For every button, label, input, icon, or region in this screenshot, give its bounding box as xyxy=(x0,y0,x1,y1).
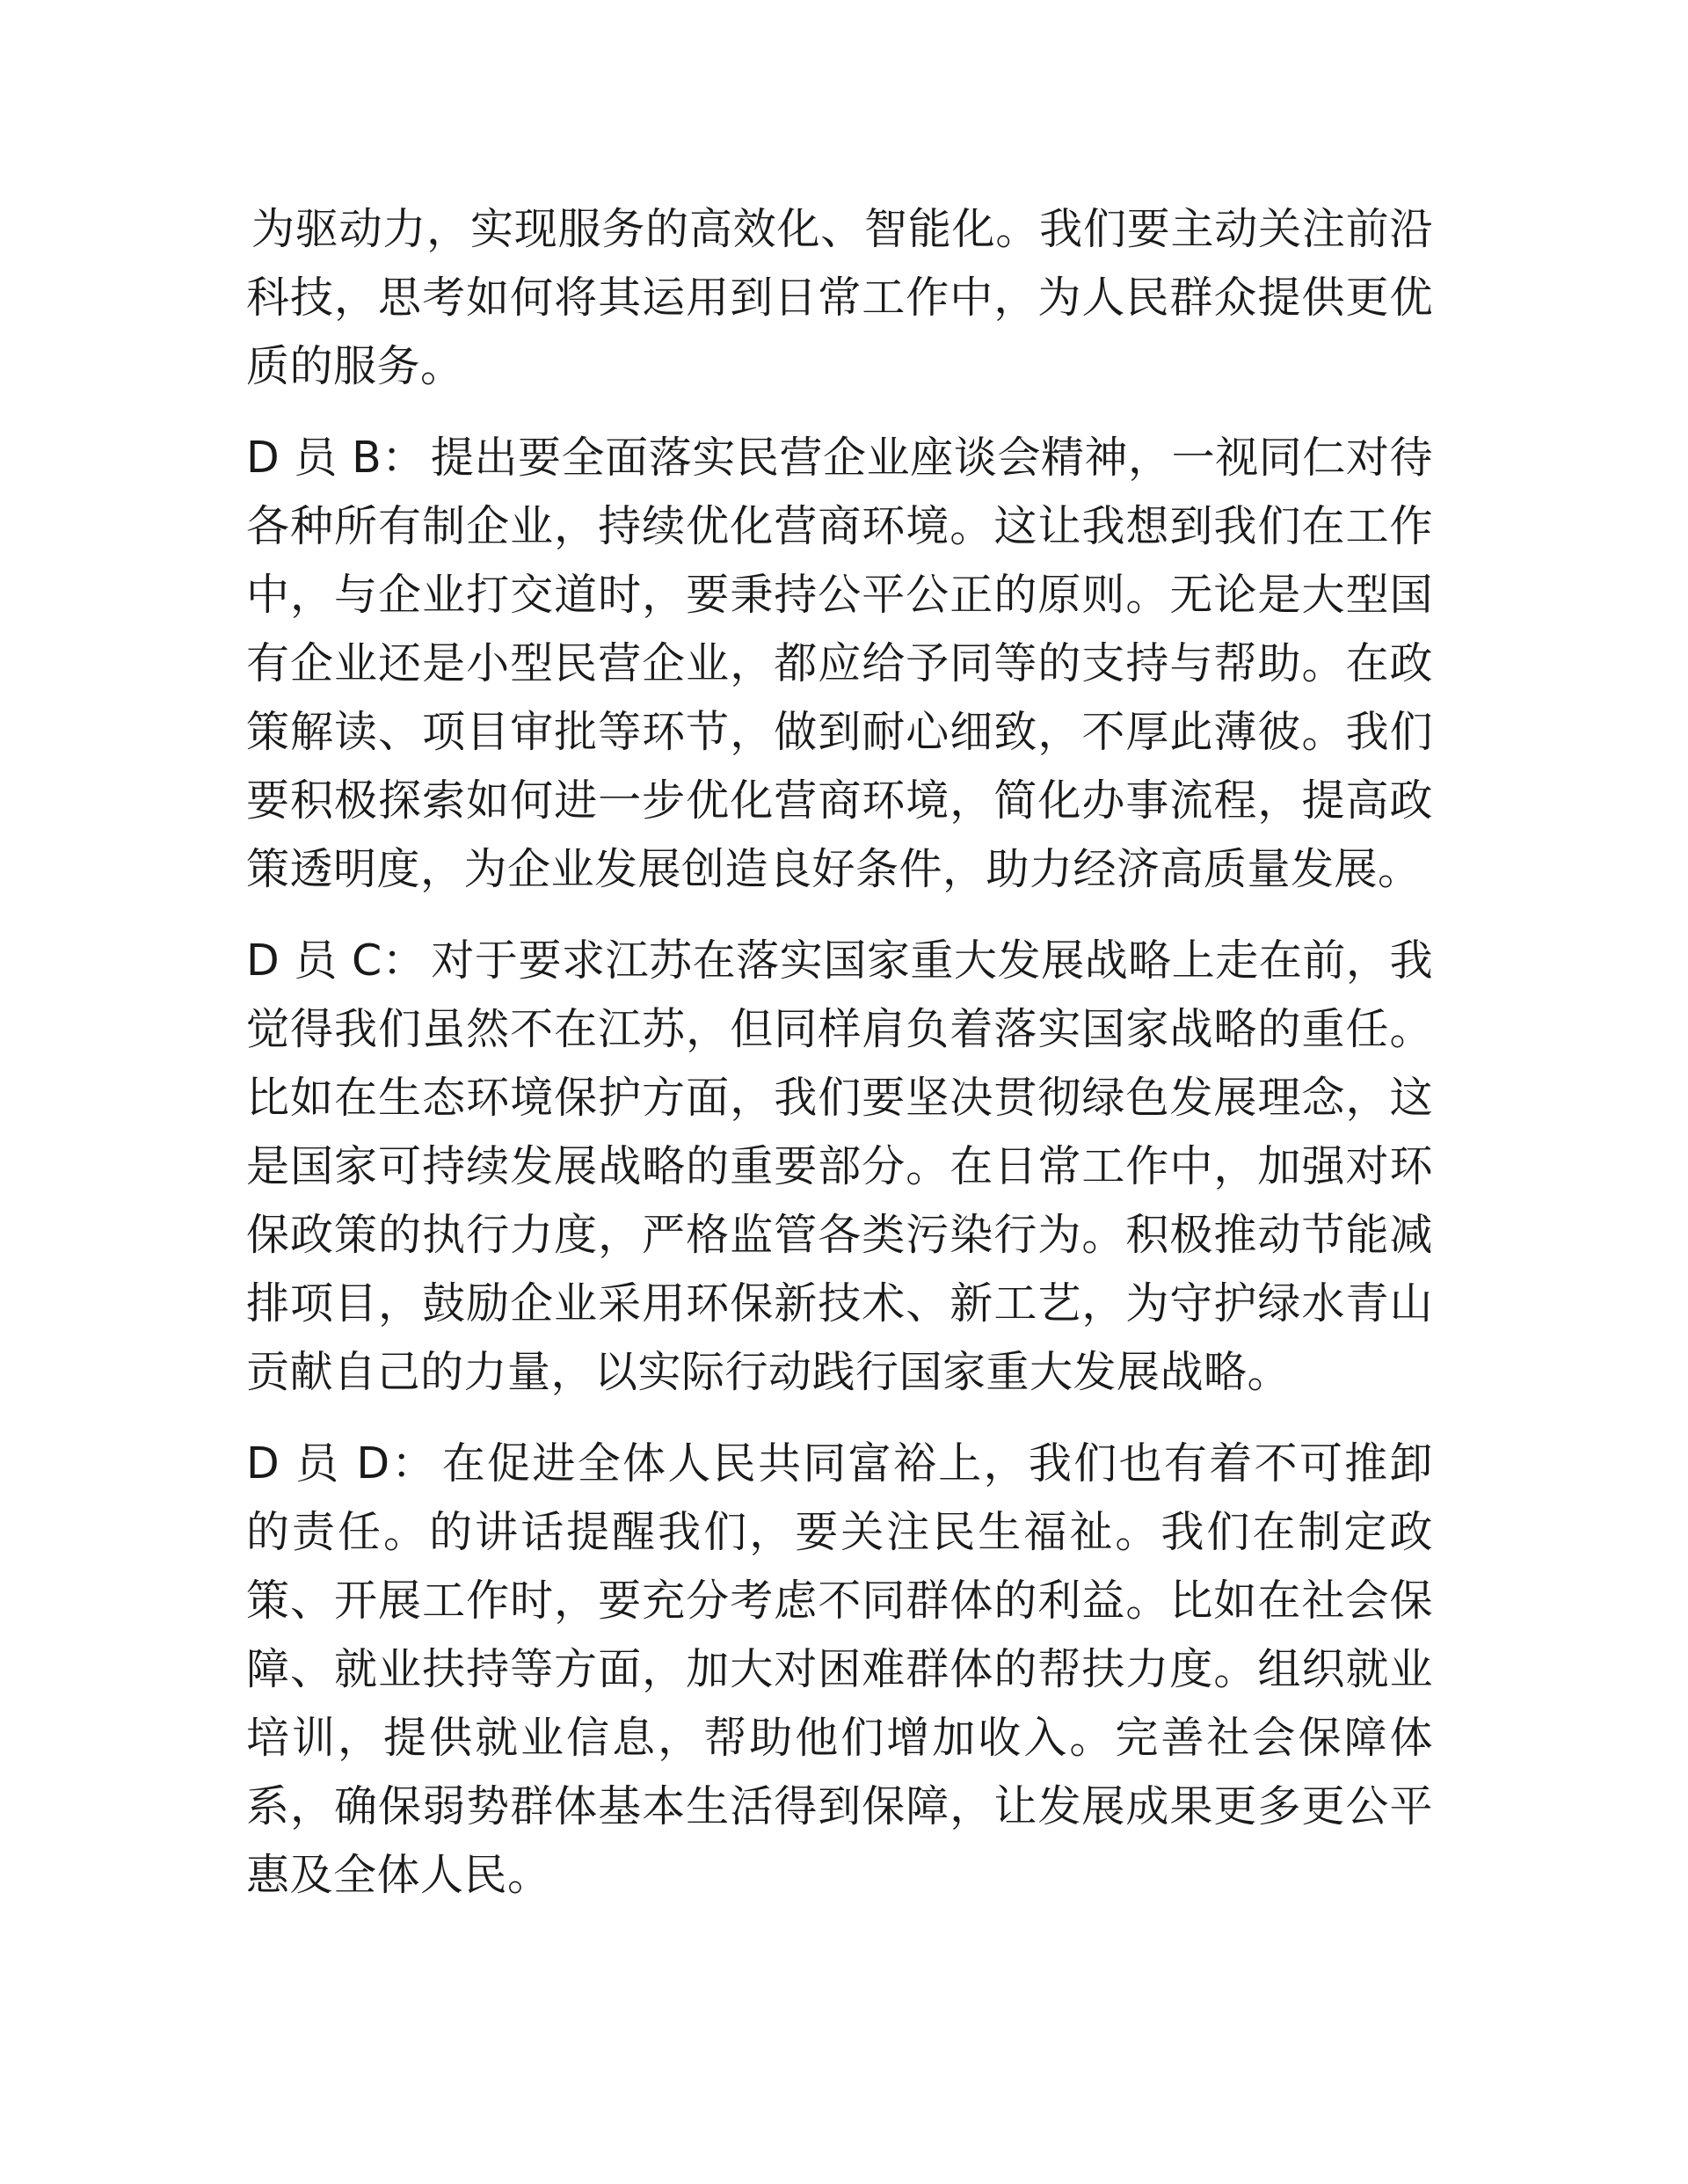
speaker-label: D 员 D： xyxy=(246,1438,437,1489)
paragraph-member-c xyxy=(246,927,1433,1407)
speaker-label: D 员 C： xyxy=(246,935,426,986)
paragraph-member-d xyxy=(246,1430,1433,1910)
paragraph-text: 对于要求江苏在落实国家重大发展战略上走在前，我觉得我们虽然不在江苏，但同样肩负着落实国家战略的重任。比如在生态环境保护方面，我们要坚决贯彻绿色发展理念，这是国家可持续发展战略的重要部分。在日常工作中，加强对环保政策的执行力度，严格监管各类污染行为。积极推动节能减排项目，鼓励企业采用环保新技术、新工艺，为守护绿水青山贡献自己的力量，以实际行动践行国家重大发展战略。 xyxy=(246,935,1433,1397)
document-body xyxy=(246,195,1433,1933)
paragraph-intro xyxy=(246,195,1433,401)
speaker-label: D 员 B： xyxy=(246,433,426,483)
paragraph-text: 提出要全面落实民营企业座谈会精神，一视同仁对待各种所有制企业，持续优化营商环境。这让我想到我们在工作中，与企业打交道时，要秉持公平公正的原则。无论是大型国有企业还是小型民营企业，都应给予同等的支持与帮助。在政策解读、项目审批等环节，做到耐心细致，不厚此薄彼。我们要积极探索如何进一步优化营商环境，简化办事流程，提高政策透明度，为企业发展创造良好条件，助力经济高质量发展。 xyxy=(246,433,1433,894)
paragraph-text: 为驱动力，实现服务的高效化、智能化。我们要主动关注前沿科技，思考如何将其运用到日常工作中，为人民群众提供更优质的服务。 xyxy=(246,204,1433,391)
paragraph-member-b xyxy=(246,424,1433,904)
paragraph-text: 在促进全体人民共同富裕上，我们也有着不可推卸的责任。的讲话提醒我们，要关注民生福祉。我们在制定政策、开展工作时，要充分考虑不同群体的利益。比如在社会保障、就业扶持等方面，加大对困难群体的帮扶力度。组织就业培训，提供就业信息，帮助他们增加收入。完善社会保障体系，确保弱势群体基本生活得到保障，让发展成果更多更公平惠及全体人民。 xyxy=(246,1438,1433,1900)
